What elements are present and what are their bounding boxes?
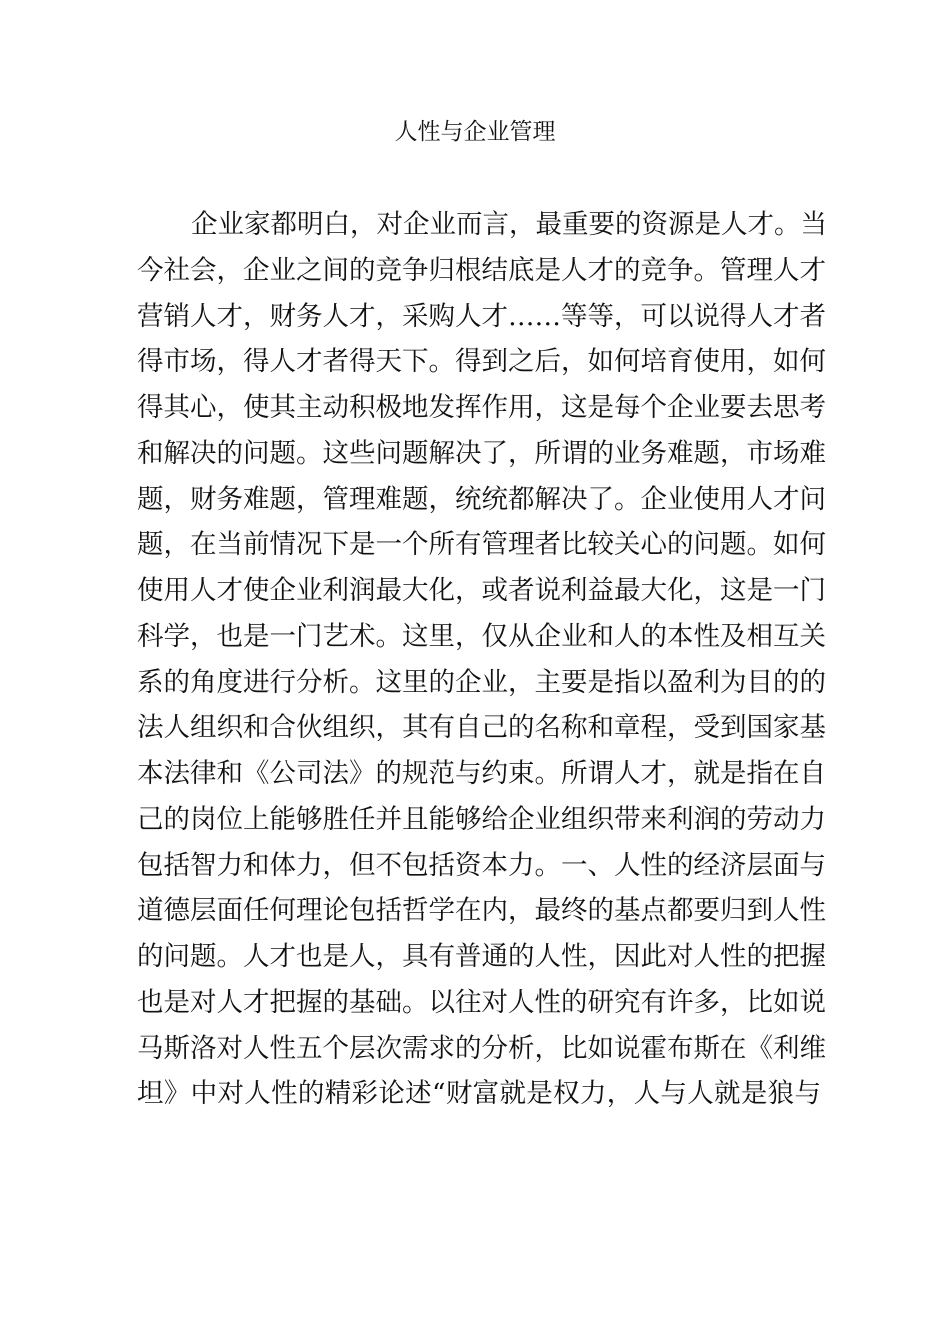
body-line: 系的角度进行分析。这里的企业，主要是指以盈利为目的的 [137, 666, 826, 698]
body-line: 今社会，企业之间的竞争归根结底是人才的竞争。管理人才 [137, 254, 826, 286]
body-line: 科学，也是一门艺术。这里，仅从企业和人的本性及相互关 [137, 620, 826, 652]
body-line: 道德层面任何理论包括哲学在内，最终的基点都要归到人性 [137, 895, 826, 927]
body-line: 也是对人才把握的基础。以往对人性的研究有许多，比如说 [137, 986, 826, 1018]
body-line: 题，财务难题，管理难题，统统都解决了。企业使用人才问 [137, 483, 826, 515]
body-line: 坦》中对人性的精彩论述“财富就是权力，人与人就是狼与 [137, 1078, 821, 1110]
body-line: 己的岗位上能够胜任并且能够给企业组织带来利润的劳动力 [137, 803, 826, 835]
document-body [137, 202, 827, 1117]
body-line: 包括智力和体力，但不包括资本力。一、人性的经济层面与 [137, 849, 826, 881]
body-line: 企业家都明白，对企业而言，最重要的资源是人才。当 [191, 209, 827, 240]
body-line: 得其心，使其主动积极地发挥作用，这是每个企业要去思考 [137, 392, 826, 423]
body-line: 营销人才，财务人才，采购人才……等等，可以说得人才者 [137, 300, 826, 332]
body-line: 的问题。人才也是人，具有普通的人性，因此对人性的把握 [137, 941, 826, 972]
body-line: 使用人才使企业利润最大化，或者说利益最大化，这是一门 [137, 575, 826, 606]
body-line: 本法律和《公司法》的规范与约束。所谓人才，就是指在自 [137, 758, 826, 789]
document-title: 人性与企业管理 [394, 119, 556, 145]
body-line: 得市场，得人才者得天下。得到之后，如何培育使用，如何 [137, 346, 826, 378]
body-line: 法人组织和合伙组织，其有自己的名称和章程，受到国家基 [137, 712, 826, 744]
body-line: 题，在当前情况下是一个所有管理者比较关心的问题。如何 [137, 529, 826, 561]
body-line: 和解决的问题。这些问题解决了，所谓的业务难题，市场难 [137, 437, 826, 469]
body-line: 马斯洛对人性五个层次需求的分析，比如说霍布斯在《利维 [137, 1032, 826, 1064]
